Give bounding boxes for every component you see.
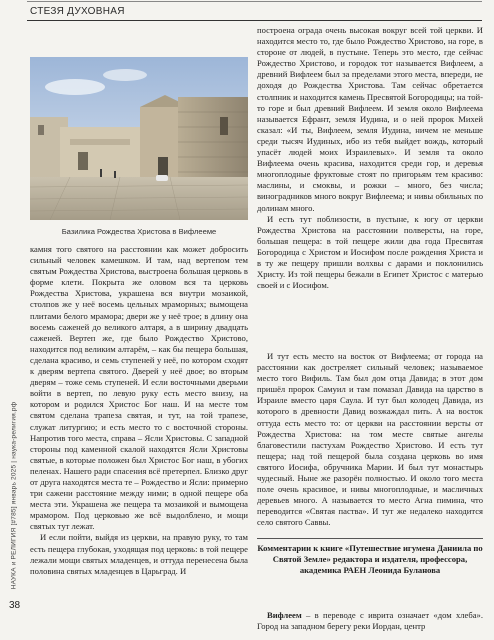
left-paragraph-2: И если пойти, выйдя из церкви, на правую руку, то там есть пещера глубокая, уходящая под церковь: в той пещере лежали мощи святых младенцев, и оттуда перенесена была половина святых младенцев в Царьград. И <box>30 532 248 576</box>
page-number: 38 <box>9 600 21 611</box>
commentary-divider <box>257 538 483 539</box>
basilica-photo <box>30 57 248 220</box>
left-paragraph-1: камня того святого на расстоянии как может добросить сильный человек камешком. И там, над вертепом тем святым Рождества Христова, выстроена большая церковь в форме клети. Покрыта же оловом вся та церковь Рождества Христова, украшена вся внутри мозаикой, столпов же у неё восемь цельных мраморных; вымощена плитами белого мрамора; двери же у неё трое; в длину она восемь саженей до великого алтаря, а в ширину двадцать саженей. Вертеп же, где было Рождество Христово, находится под великим алтарём, – как бы пещера большая, сделана красиво, и семь ступеней у неё, по котором сходят к дверям вертепа святого. Дверей у неё двое; во вторым дверям – тоже семь ступеней. И если восточными дверьми войти в вертеп, по левую руку есть место внизу, на котором и родился Христос Бог наш. И на месте том святом сделана трапеза святая, и тут, на той трапезе, служат литургию; и есть место то с восточной стороны. Напротив того места, справа – Ясли Христовы. С западной стороны под каменной скалой находятся Ясли Христовы святые, в которые положен был Христос Бог наш, в убогих пеленах. Нашего ради спасения всё претерпел. Близко друг от друга находятся места те – Рождество и Ясли: примерно три сажени расстояние между ними; в одной пещере оба места эти. Украшена же пещера та мозаикой и вымощена мрамором. Под церковью же всё выдолблено, и мощи святых тут лежат. <box>30 244 248 532</box>
top-divider <box>27 1 482 2</box>
right-column-middle <box>257 351 483 529</box>
commentary-term: Вифлеем <box>267 610 302 620</box>
commentary-text <box>257 610 483 632</box>
right-paragraph-1: построена ограда очень высокая вокруг всей той церкви. И находится место то, где было Рождество Христово, на горе, в стороне от людей, в пустыне. Теперь это место, где сейчас Рождество Христово, и городок тот называется Вифлеем, а древний Вифлеем был за пределами этого места, впереди, не доходя до Рождества Христова. Там сейчас обретается столпник и находится камень Пресвятой Богородицы; на той-то горе и был древний Вифлеем. И земля около Вифлеема называется Ефрант, земля Иудина, и о ней пророк Михей сказал: «И ты, Вифлеем, земля Иудина, ничем не меньше среди тысяч Иудиных, ибо из тебя выйдет вождь, который упасёт людей моих Израилевых». И земля та около Вифлеема очень красива, находится среди гор, и деревья многоплодные фруктовые стоят по пригорьям тем красиво: маслины, и смоквы, и рожки – много, без числа; виноградников много вокруг Вифлеема; и нивы обильных по долинам много. <box>257 25 483 213</box>
side-running-footer <box>8 400 20 590</box>
right-paragraph-3: И тут есть место на восток от Вифлеема; от города на расстоянии как достреляет сильный человек; называемое место того Вифиль. Там был дом отца Давида; в этот дом пришёл пророк Самуил и там помазал Давида на царство в Израиле вместо царя Саула. И тут был колодец Давида, из которого в древности Давид возжаждал пить. А на восток оттуда есть место то: от церкви на расстоянии версты от Рождества Христова: на том месте святые ангелы благовестили пастухам Рождество Христово. И есть тут пещера; над той пещерой была создана церковь во имя святого Иосифа, обручника Марии. И был тут монастырь чудесный. Ныне же разорён полностью. И около того места поле очень красивое, и нивы многоплодные, и масличных деревьев много. А называется то место Агна пимина, что переводится «Святая паства». И тут же недалеко находится село святого Саввы. <box>257 351 483 528</box>
commentary-heading: Комментарии к книге «Путешествие игумена Даниила по Святой Земле» редактора и издателя, профессора, академика РАЕН Леонида Буланова <box>257 543 483 576</box>
left-column-text <box>30 244 248 577</box>
commentary-paragraph <box>257 610 483 632</box>
right-paragraph-2: И есть тут поблизости, в пустыне, к югу от церкви Рождества Христова на расстоянии полверсты, на горе, большая пещера: в той пещере жили два года Пресвятая Богородица с Христом и Иосифом после рождения Христа и в ту же пещеру пришли волхвы с дарами и поклонились Христу. Из той пещеры бежали в Египет Христос с матерью своей и с Иосифом. <box>257 213 483 291</box>
side-footer-text: НАУКА и РЕЛИГИЯ [#785] январь 2025 | наука-религия.рф <box>10 401 18 589</box>
section-title: СТЕЗЯ ДУХОВНАЯ <box>30 6 125 17</box>
commentary-definition: – в переводе с иврита означает «дом хлеба». Город на западном берегу реки Иордан, центр <box>257 610 483 632</box>
photo-caption: Базилика Рождества Христова в Вифлееме <box>61 227 217 236</box>
header-divider <box>27 20 482 21</box>
right-column-top <box>257 25 483 291</box>
